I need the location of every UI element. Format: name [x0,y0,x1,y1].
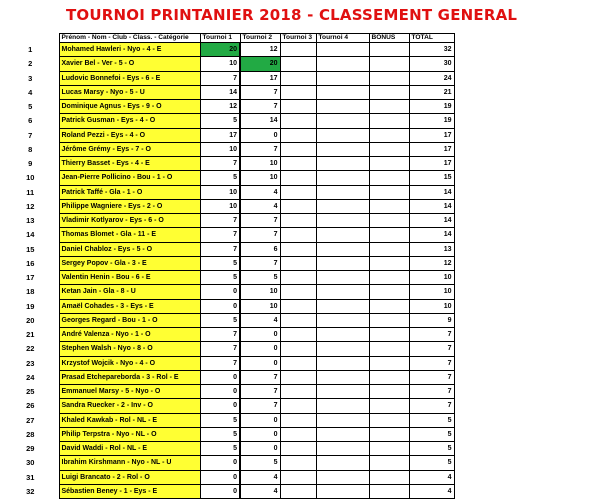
tournoi-2-cell: 10 [240,171,280,185]
tournoi-3-cell [280,100,316,114]
tournoi-1-cell: 5 [200,171,240,185]
table-row [2,228,454,242]
tournoi-3-cell [280,142,316,156]
tournoi-1-cell: 7 [200,214,240,228]
tournoi-1-cell: 0 [200,456,240,470]
tournoi-3-cell [280,71,316,85]
tournoi-3-cell [280,370,316,384]
tournoi-1-cell: 7 [200,328,240,342]
bonus-cell [369,256,409,270]
tournoi-2-cell: 0 [240,427,280,441]
player-cell: Sébastien Beney - 1 - Eys - E [59,484,200,498]
rank-cell: 18 [26,287,35,297]
table-row [2,385,454,399]
table-row [2,328,454,342]
total-cell: 17 [409,142,454,156]
rank-cell: 25 [26,387,35,397]
table-row [2,114,454,128]
tournoi-1-cell: 5 [200,442,240,456]
player-cell: Georges Regard - Bou - 1 - O [59,313,200,327]
tournoi-4-cell [316,71,369,85]
rank-cell: 20 [26,315,35,325]
player-cell: Patrick Taffé - Gla - 1 - O [59,185,200,199]
bonus-cell [369,199,409,213]
player-cell: Thomas Blomet - Gla - 11 - E [59,228,200,242]
table-row [2,85,454,99]
tournoi-1-cell: 7 [200,228,240,242]
total-cell: 5 [409,427,454,441]
bonus-cell [369,427,409,441]
table-row [2,214,454,228]
total-cell: 7 [409,385,454,399]
rank-cell: 29 [26,444,35,454]
tournoi-4-cell [316,299,369,313]
tournoi-4-cell [316,328,369,342]
tournoi-4-cell [316,342,369,356]
tournoi-4-cell [316,370,369,384]
tournoi-1-cell: 7 [200,356,240,370]
bonus-cell [369,399,409,413]
tournoi-2-cell: 20 [240,57,280,71]
rank-cell: 17 [26,273,35,283]
rank-cell: 21 [26,330,35,340]
tournoi-1-cell: 7 [200,71,240,85]
rank-cell: 4 [28,87,33,97]
rank-cell: 9 [28,159,33,169]
tournoi-1-cell: 20 [200,43,240,57]
bonus-cell [369,470,409,484]
player-cell: Roland Pezzi - Eys - 4 - O [59,128,200,142]
total-cell: 13 [409,242,454,256]
column-header-player: Prénom - Nom - Club - Class. - Catégorie [59,34,200,43]
table-row [2,484,454,498]
table-row [2,271,454,285]
bonus-cell [369,313,409,327]
total-cell: 7 [409,328,454,342]
bonus-cell [369,385,409,399]
player-cell: Khaled Kawkab - Rol - NL - E [59,413,200,427]
tournoi-3-cell [280,413,316,427]
table-row [2,57,454,71]
player-cell: Mohamed Hawleri - Nyo - 4 - E [59,43,200,57]
tournoi-1-cell: 14 [200,85,240,99]
tournoi-4-cell [316,399,369,413]
tournoi-2-cell: 4 [240,185,280,199]
tournoi-2-cell: 10 [240,299,280,313]
tournoi-3-cell [280,299,316,313]
rank-cell: 15 [26,244,35,254]
tournoi-2-cell: 0 [240,128,280,142]
tournoi-4-cell [316,128,369,142]
tournoi-4-cell [316,442,369,456]
tournoi-4-cell [316,114,369,128]
tournoi-3-cell [280,43,316,57]
tournoi-2-cell: 7 [240,385,280,399]
player-cell: Xavier Bel - Ver - 5 - O [59,57,200,71]
tournoi-4-cell [316,385,369,399]
tournoi-3-cell [280,214,316,228]
total-cell: 10 [409,285,454,299]
player-cell: Valentin Henin - Bou - 6 - E [59,271,200,285]
tournoi-2-cell: 7 [240,399,280,413]
table-row [2,299,454,313]
tournoi-2-cell: 17 [240,71,280,85]
rank-cell: 5 [28,102,33,112]
bonus-cell [369,43,409,57]
bonus-cell [369,271,409,285]
total-cell: 32 [409,43,454,57]
table-row [2,256,454,270]
tournoi-3-cell [280,385,316,399]
tournoi-1-cell: 5 [200,313,240,327]
tournoi-4-cell [316,171,369,185]
column-header-tournoi-1: Tournoi 1 [200,34,240,43]
total-cell: 14 [409,199,454,213]
tournoi-3-cell [280,427,316,441]
player-cell: Jean-Pierre Pollicino - Bou - 1 - O [59,171,200,185]
total-cell: 7 [409,356,454,370]
player-cell: Patrick Gusman - Eys - 4 - O [59,114,200,128]
player-cell: Sandra Ruecker - 2 - Inv - O [59,399,200,413]
bonus-cell [369,413,409,427]
player-cell: Ibrahim Kirshmann - Nyo - NL - U [59,456,200,470]
rank-cell: 10 [26,173,35,183]
tournoi-4-cell [316,214,369,228]
player-cell: Prasad Etchepareborda - 3 - Rol - E [59,370,200,384]
tournoi-1-cell: 0 [200,299,240,313]
bonus-cell [369,214,409,228]
total-cell: 24 [409,71,454,85]
tournoi-2-cell: 4 [240,484,280,498]
tournoi-3-cell [280,157,316,171]
total-cell: 9 [409,313,454,327]
tournoi-3-cell [280,399,316,413]
tournoi-3-cell [280,171,316,185]
tournoi-1-cell: 0 [200,285,240,299]
tournoi-4-cell [316,228,369,242]
tournoi-2-cell: 14 [240,114,280,128]
tournoi-2-cell: 7 [240,100,280,114]
tournoi-2-cell: 5 [240,271,280,285]
table-row [2,342,454,356]
tournoi-1-cell: 0 [200,470,240,484]
tournoi-4-cell [316,271,369,285]
rank-cell: 24 [26,372,35,382]
tournoi-3-cell [280,185,316,199]
tournoi-3-cell [280,85,316,99]
tournoi-2-cell: 7 [240,214,280,228]
tournoi-1-cell: 0 [200,399,240,413]
column-header-bonus: BONUS [369,34,409,43]
column-header-total: TOTAL [409,34,454,43]
total-cell: 7 [409,370,454,384]
table-row [2,399,454,413]
bonus-cell [369,356,409,370]
tournoi-4-cell [316,242,369,256]
player-cell: Dominique Agnus - Eys - 9 - O [59,100,200,114]
rank-cell: 12 [26,201,35,211]
player-cell: André Valenza - Nyo - 1 - O [59,328,200,342]
tournoi-4-cell [316,413,369,427]
tournoi-3-cell [280,199,316,213]
table-row [2,356,454,370]
rank-cell: 11 [26,187,35,197]
tournoi-1-cell: 10 [200,199,240,213]
rank-cell: 6 [28,116,33,126]
tournoi-2-cell: 0 [240,442,280,456]
total-cell: 4 [409,484,454,498]
player-cell: Sergey Popov - Gla - 3 - E [59,256,200,270]
tournoi-2-cell: 4 [240,199,280,213]
rank-cell: 19 [26,301,35,311]
rank-cell: 8 [28,144,33,154]
table-row [2,285,454,299]
tournoi-4-cell [316,157,369,171]
tournoi-3-cell [280,356,316,370]
total-cell: 17 [409,128,454,142]
total-cell: 21 [409,85,454,99]
bonus-cell [369,71,409,85]
table-row [2,43,454,57]
tournoi-3-cell [280,328,316,342]
table-row [2,370,454,384]
bonus-cell [369,342,409,356]
tournoi-3-cell [280,271,316,285]
table-row [2,157,454,171]
tournoi-2-cell: 7 [240,256,280,270]
tournoi-1-cell: 5 [200,256,240,270]
tournoi-2-cell: 4 [240,313,280,327]
total-cell: 7 [409,399,454,413]
tournoi-3-cell [280,342,316,356]
bonus-cell [369,328,409,342]
total-cell: 19 [409,100,454,114]
rank-cell: 28 [26,429,35,439]
tournoi-4-cell [316,142,369,156]
bonus-cell [369,185,409,199]
tournoi-2-cell: 7 [240,85,280,99]
rank-cell: 16 [26,258,35,268]
rank-cell: 13 [26,216,35,226]
tournoi-2-cell: 10 [240,285,280,299]
tournoi-4-cell [316,85,369,99]
table-row [2,242,454,256]
column-header-tournoi-2: Tournoi 2 [240,34,280,43]
tournoi-3-cell [280,57,316,71]
tournoi-3-cell [280,228,316,242]
tournoi-1-cell: 10 [200,142,240,156]
rank-cell: 7 [28,130,33,140]
bonus-cell [369,128,409,142]
total-cell: 14 [409,214,454,228]
tournoi-1-cell: 7 [200,157,240,171]
tournoi-3-cell [280,470,316,484]
tournoi-3-cell [280,442,316,456]
rank-header [2,34,59,43]
standings-table [2,33,455,499]
player-cell: Emmanuel Marsy - 5 - Nyo - O [59,385,200,399]
player-cell: Daniel Chabloz - Eys - 5 - O [59,242,200,256]
tournoi-2-cell: 0 [240,328,280,342]
tournoi-1-cell: 5 [200,427,240,441]
rank-cell: 22 [26,344,35,354]
rank-cell: 3 [28,73,33,83]
column-header-tournoi-4: Tournoi 4 [316,34,369,43]
rank-cell: 2 [28,59,33,69]
tournoi-2-cell: 10 [240,157,280,171]
table-row [2,71,454,85]
bonus-cell [369,370,409,384]
player-cell: Jérôme Grémy - Eys - 7 - O [59,142,200,156]
rank-cell: 32 [26,486,35,496]
tournoi-2-cell: 12 [240,43,280,57]
tournoi-4-cell [316,256,369,270]
player-cell: David Waddi - Rol - NL - E [59,442,200,456]
bonus-cell [369,114,409,128]
bonus-cell [369,285,409,299]
rank-cell: 30 [26,458,35,468]
table-row [2,171,454,185]
tournoi-1-cell: 0 [200,484,240,498]
player-cell: Amaël Cohades - 3 - Eys - E [59,299,200,313]
tournoi-1-cell: 7 [200,242,240,256]
table-row [2,142,454,156]
player-cell: Philippe Wagniere - Eys - 2 - O [59,199,200,213]
bonus-cell [369,484,409,498]
tournoi-1-cell: 10 [200,185,240,199]
total-cell: 10 [409,271,454,285]
rank-cell: 14 [26,230,35,240]
rank-cell: 23 [26,358,35,368]
tournoi-1-cell: 10 [200,57,240,71]
player-cell: Krzystof Wojcik - Nyo - 4 - O [59,356,200,370]
tournoi-2-cell: 0 [240,342,280,356]
tournoi-4-cell [316,427,369,441]
page-title: TOURNOI PRINTANIER 2018 - CLASSEMENT GENERAL [66,6,518,24]
player-cell: Lucas Marsy - Nyo - 5 - U [59,85,200,99]
tournoi-4-cell [316,57,369,71]
total-cell: 19 [409,114,454,128]
rank-cell: 1 [28,45,33,55]
tournoi-1-cell: 0 [200,385,240,399]
tournoi-4-cell [316,356,369,370]
total-cell: 10 [409,299,454,313]
tournoi-2-cell: 0 [240,356,280,370]
tournoi-1-cell: 7 [200,342,240,356]
table-row [2,470,454,484]
rank-cell: 31 [26,472,35,482]
total-cell: 30 [409,57,454,71]
tournoi-4-cell [316,484,369,498]
rank-cell: 26 [26,401,35,411]
tournoi-4-cell [316,185,369,199]
table-row [2,442,454,456]
tournoi-2-cell: 7 [240,142,280,156]
tournoi-1-cell: 17 [200,128,240,142]
tournoi-4-cell [316,100,369,114]
total-cell: 14 [409,185,454,199]
rank-cell: 27 [26,415,35,425]
bonus-cell [369,299,409,313]
column-header-tournoi-3: Tournoi 3 [280,34,316,43]
total-cell: 5 [409,413,454,427]
bonus-cell [369,85,409,99]
total-cell: 14 [409,228,454,242]
bonus-cell [369,100,409,114]
table-row [2,185,454,199]
tournoi-1-cell: 5 [200,413,240,427]
total-cell: 15 [409,171,454,185]
tournoi-4-cell [316,470,369,484]
tournoi-4-cell [316,43,369,57]
bonus-cell [369,228,409,242]
player-cell: Thierry Basset - Eys - 4 - E [59,157,200,171]
table-row [2,199,454,213]
bonus-cell [369,442,409,456]
bonus-cell [369,242,409,256]
tournoi-2-cell: 7 [240,228,280,242]
tournoi-3-cell [280,285,316,299]
player-cell: Luigi Brancato - 2 - Rol - O [59,470,200,484]
tournoi-3-cell [280,242,316,256]
tournoi-1-cell: 5 [200,114,240,128]
tournoi-4-cell [316,199,369,213]
tournoi-3-cell [280,128,316,142]
table-row [2,413,454,427]
total-cell: 5 [409,456,454,470]
tournoi-2-cell: 4 [240,470,280,484]
table-row [2,128,454,142]
tournoi-2-cell: 6 [240,242,280,256]
tournoi-3-cell [280,256,316,270]
tournoi-2-cell: 5 [240,456,280,470]
player-cell: Stephen Walsh - Nyo - 8 - O [59,342,200,356]
bonus-cell [369,157,409,171]
total-cell: 17 [409,157,454,171]
bonus-cell [369,57,409,71]
player-cell: Philip Terpstra - Nyo - NL - O [59,427,200,441]
player-cell: Vladimir Kotlyarov - Eys - 6 - O [59,214,200,228]
player-cell: Ketan Jain - Gla - 8 - U [59,285,200,299]
bonus-cell [369,171,409,185]
tournoi-1-cell: 5 [200,271,240,285]
tournoi-2-cell: 0 [240,413,280,427]
total-cell: 12 [409,256,454,270]
bonus-cell [369,142,409,156]
tournoi-4-cell [316,285,369,299]
tournoi-1-cell: 0 [200,370,240,384]
player-cell: Ludovic Bonnefoi - Eys - 6 - E [59,71,200,85]
header-row [2,34,454,43]
tournoi-2-cell: 7 [240,370,280,384]
table-row [2,427,454,441]
total-cell: 7 [409,342,454,356]
total-cell: 4 [409,470,454,484]
table-row [2,313,454,327]
table-row [2,100,454,114]
tournoi-3-cell [280,313,316,327]
tournoi-3-cell [280,114,316,128]
tournoi-4-cell [316,313,369,327]
tournoi-1-cell: 12 [200,100,240,114]
total-cell: 5 [409,442,454,456]
tournoi-3-cell [280,484,316,498]
